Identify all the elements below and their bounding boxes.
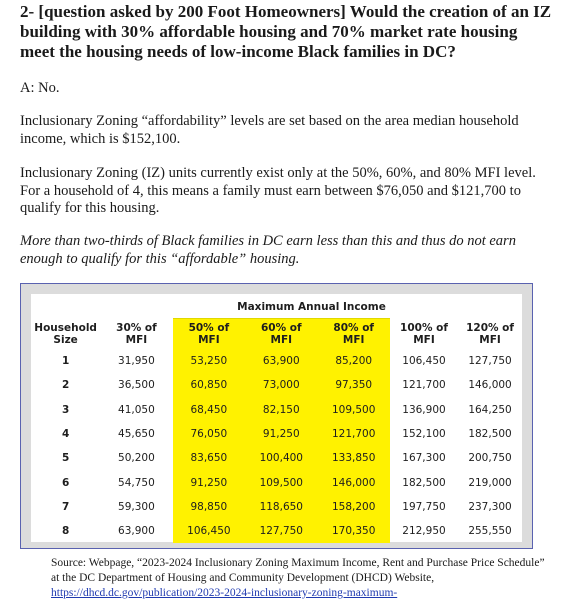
income-cell: 121,700 (402, 379, 446, 392)
answer-text: A: No. (20, 80, 60, 96)
header-50-mfi: 50% of MFI (173, 318, 245, 349)
table-row (31, 495, 522, 519)
income-cell: 109,500 (245, 470, 317, 494)
income-cell: 91,250 (173, 470, 245, 494)
question-heading: 2- [question asked by 200 Foot Homeowners] Would the creation of an IZ building with 30% affordable housing and 70% market rate housing meet the housing needs of low-income Black families in DC? (20, 2, 552, 61)
paragraph-black-families: More than two-thirds of Black families in DC earn less than this and thus do not earn enough to qualify for this “affordable” housing. (20, 233, 516, 267)
header-120-mfi: 120% of MFI (466, 321, 514, 346)
income-cell: 100,400 (245, 446, 317, 470)
table-row (31, 519, 522, 543)
income-cell: 237,300 (468, 500, 512, 513)
income-cell: 98,850 (173, 495, 245, 519)
household-size-cell: 1 (61, 355, 70, 368)
household-size-cell: 3 (61, 403, 70, 416)
table-row (31, 446, 522, 470)
income-cell: 167,300 (402, 452, 446, 465)
income-cell: 182,500 (468, 428, 512, 441)
income-cell: 136,900 (402, 403, 446, 416)
income-cell: 68,450 (173, 398, 245, 422)
household-size-cell: 4 (61, 428, 70, 441)
income-cell: 255,550 (468, 525, 512, 538)
header-household-size: Household Size (34, 321, 97, 346)
income-cell: 63,900 (118, 525, 155, 538)
source-link[interactable]: https://dhcd.dc.gov/publication/2023-2024-inclusionary-zoning-maximum- (51, 587, 398, 599)
income-cell: 59,300 (118, 500, 155, 513)
income-cell: 127,750 (468, 355, 512, 368)
income-cell: 97,350 (317, 373, 389, 397)
source-text: Source: Webpage, “2023-2024 Inclusionary Zoning Maximum Income, Rent and Purchase Price Schedule” at the DC Department of Housing and Community Development (DHCD) Website, (51, 557, 545, 584)
income-cell: 219,000 (468, 476, 512, 489)
income-cell: 164,250 (468, 403, 512, 416)
income-cell: 41,050 (118, 403, 155, 416)
income-cell: 76,050 (173, 422, 245, 446)
income-cell: 146,000 (468, 379, 512, 392)
income-cell: 85,200 (317, 349, 389, 373)
header-100-mfi: 100% of MFI (400, 321, 448, 346)
income-cell: 212,950 (402, 525, 446, 538)
table-row (31, 373, 522, 397)
table-super-header: Maximum Annual Income (237, 301, 386, 313)
paragraph-affordability: Inclusionary Zoning “affordability” levels are set based on the area median household income, which is $152,100. (20, 113, 519, 147)
paragraph-iz-units: Inclusionary Zoning (IZ) units currently exist only at the 50%, 60%, and 80% MFI level. For a household of 4, this means a family must earn between $76,050 and $121,700 to qualify for this housing. (20, 165, 536, 216)
income-cell: 118,650 (245, 495, 317, 519)
income-cell: 197,750 (402, 500, 446, 513)
income-table-panel (31, 294, 522, 542)
table-row (31, 398, 522, 422)
source-citation (51, 556, 551, 601)
header-60-mfi: 60% of MFI (245, 318, 317, 349)
income-cell: 106,450 (173, 519, 245, 543)
income-cell: 60,850 (173, 373, 245, 397)
income-table (31, 318, 522, 543)
income-cell: 36,500 (118, 379, 155, 392)
income-cell: 109,500 (317, 398, 389, 422)
table-row (31, 422, 522, 446)
income-cell: 133,850 (317, 446, 389, 470)
income-cell: 53,250 (173, 349, 245, 373)
income-cell: 31,950 (118, 355, 155, 368)
income-cell: 170,350 (317, 519, 389, 543)
income-cell: 152,100 (402, 428, 446, 441)
income-cell: 127,750 (245, 519, 317, 543)
household-size-cell: 2 (61, 379, 70, 392)
table-row (31, 349, 522, 373)
income-cell: 54,750 (118, 476, 155, 489)
income-cell: 91,250 (245, 422, 317, 446)
household-size-cell: 6 (61, 476, 70, 489)
income-table-frame (20, 283, 533, 549)
table-header-row (31, 318, 522, 349)
income-cell: 82,150 (245, 398, 317, 422)
income-cell: 106,450 (402, 355, 446, 368)
household-size-cell: 7 (61, 500, 70, 513)
table-row (31, 470, 522, 494)
header-30-mfi: 30% of MFI (116, 321, 157, 346)
income-cell: 182,500 (402, 476, 446, 489)
income-cell: 200,750 (468, 452, 512, 465)
household-size-cell: 8 (61, 525, 70, 538)
income-cell: 121,700 (317, 422, 389, 446)
header-80-mfi: 80% of MFI (317, 318, 389, 349)
income-cell: 146,000 (317, 470, 389, 494)
income-cell: 63,900 (245, 349, 317, 373)
income-cell: 158,200 (317, 495, 389, 519)
income-cell: 83,650 (173, 446, 245, 470)
household-size-cell: 5 (61, 452, 70, 465)
income-cell: 73,000 (245, 373, 317, 397)
income-cell: 50,200 (118, 452, 155, 465)
income-cell: 45,650 (118, 428, 155, 441)
